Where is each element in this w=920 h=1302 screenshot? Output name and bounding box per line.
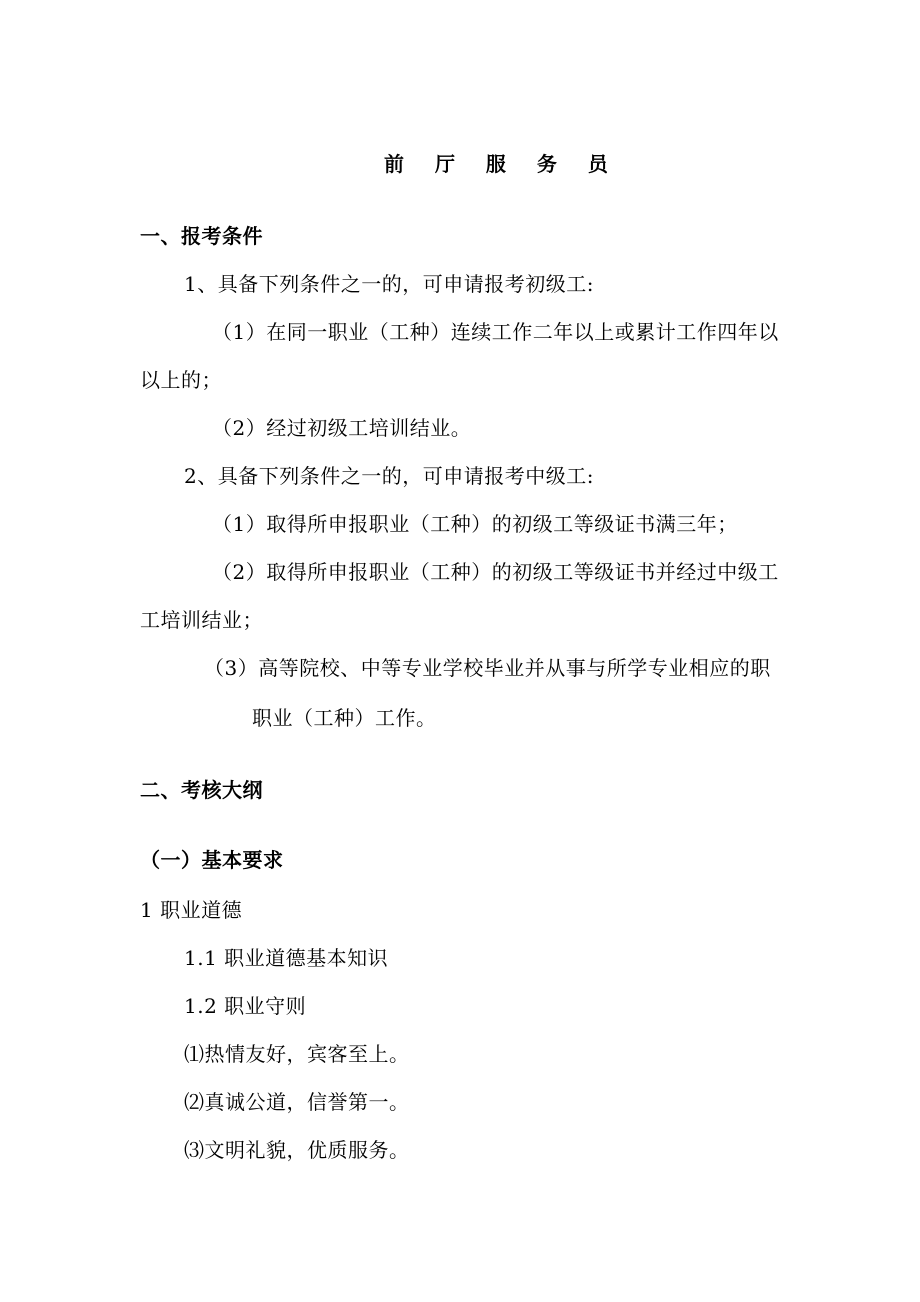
rule-item: ⑴热情友好，宾客至上。 [184,1042,410,1066]
page-title: 前 厅 服 务 员 [384,152,620,176]
item-2-sub-3-line-1: （3）高等院校、中等专业学校毕业并从事与所学专业相应的职 [204,656,771,680]
topic-professional-code: 1.2 职业守则 [184,994,307,1018]
item-2-sub-3-line-2: 职业（工种）工作。 [252,706,437,730]
rule-item: ⑶文明礼貌，优质服务。 [184,1138,410,1162]
item-2-sub-1: （1）取得所申报职业（工种）的初级工等级证书满三年； [212,512,738,536]
topic-ethics-basic-knowledge: 1.1 职业道德基本知识 [184,946,389,970]
section-heading-syllabus: 二、考核大纲 [140,778,263,802]
item-1-sub-2: （2）经过初级工培训结业。 [212,416,472,440]
item-2-sub-2-line-1: （2）取得所申报职业（工种）的初级工等级证书并经过中级工 [212,560,779,584]
item-2-sub-2-line-2: 工培训结业； [140,608,263,632]
subheading-basic-requirements: （一）基本要求 [140,848,284,872]
item-1-label: 1、具备下列条件之一的，可申请报考初级工: [184,272,594,296]
item-2-label: 2、具备下列条件之一的，可申请报考中级工: [184,464,594,488]
item-1-sub-1-line-2: 以上的； [140,368,222,392]
item-1-sub-1-line-1: （1）在同一职业（工种）连续工作二年以上或累计工作四年以 [212,320,779,344]
rule-item: ⑵真诚公道，信誉第一。 [184,1090,410,1114]
topic-professional-ethics: 1 职业道德 [140,898,243,922]
section-heading-requirements: 一、报考条件 [140,224,263,248]
